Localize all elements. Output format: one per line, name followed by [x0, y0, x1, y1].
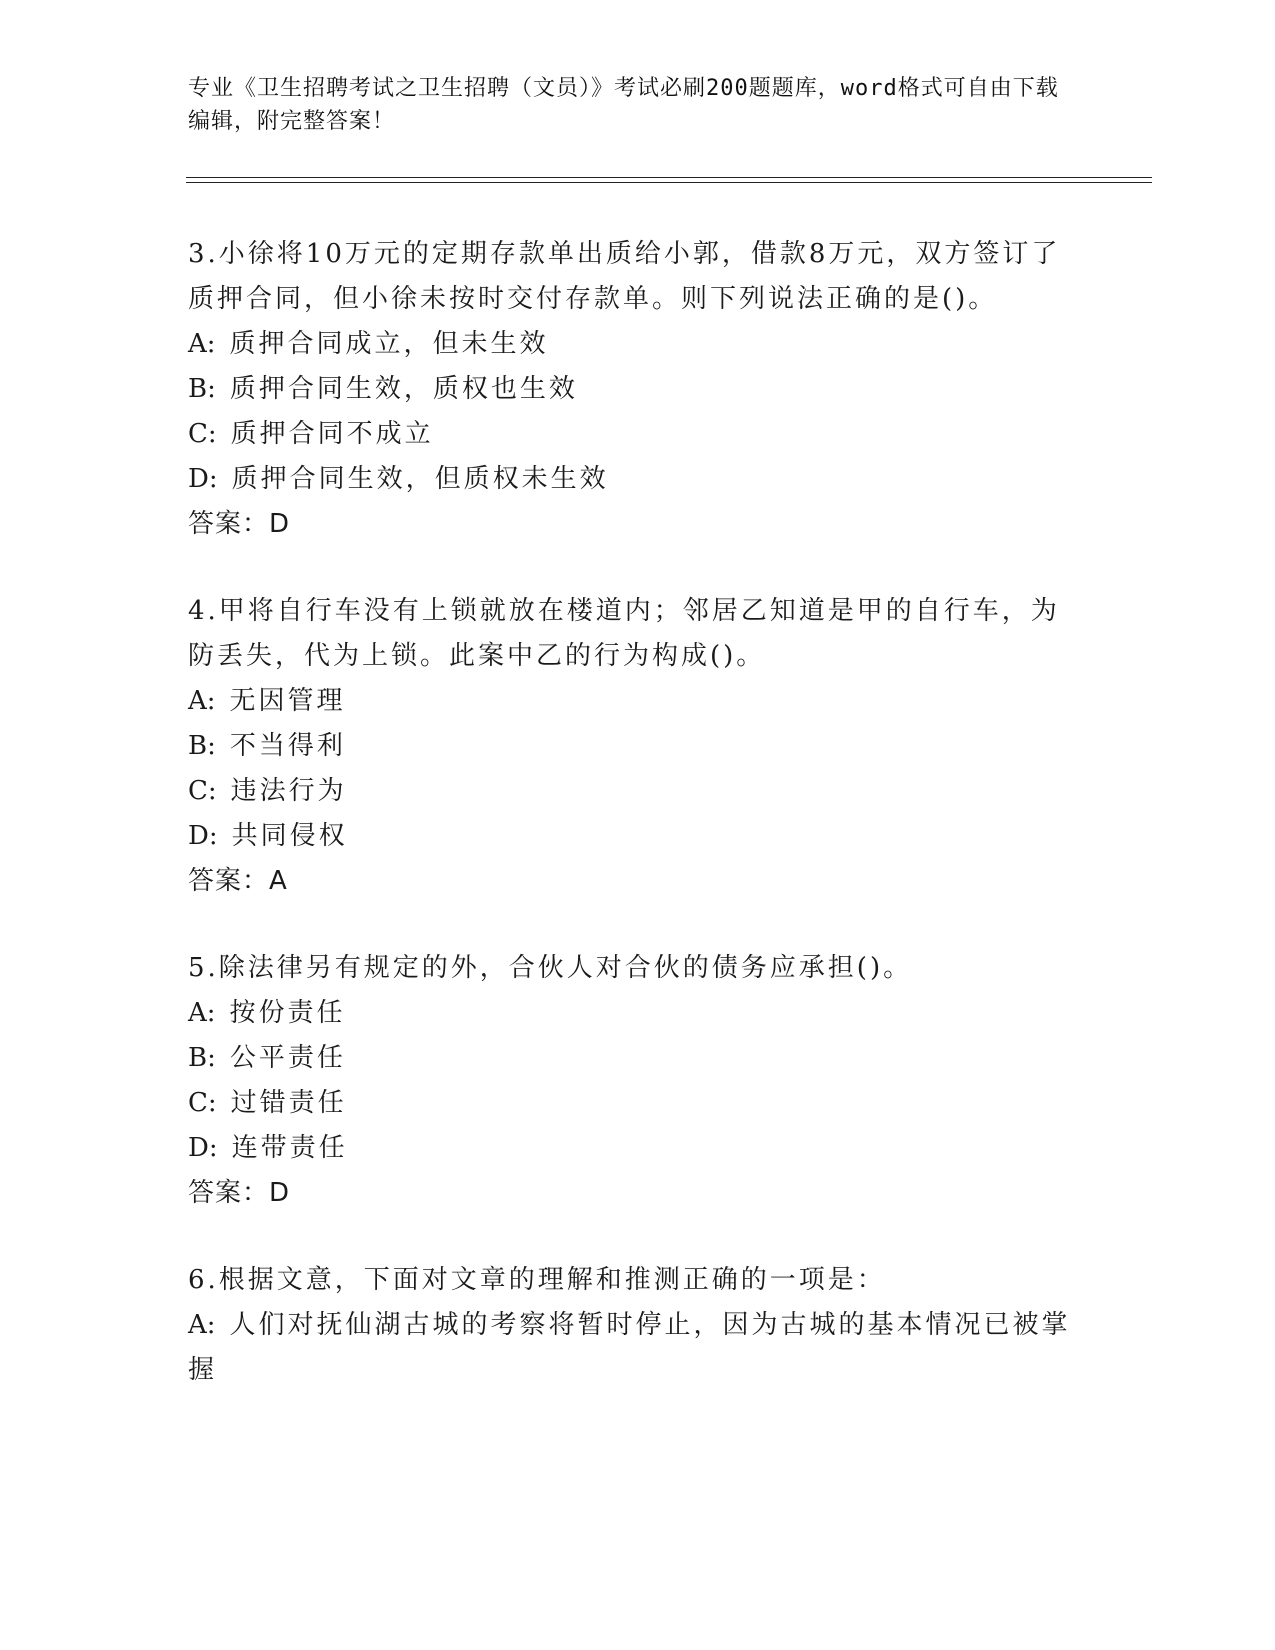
option-text: 违法行为 [230, 776, 347, 806]
question-6 [188, 1258, 1088, 1393]
option-key: C: [188, 419, 217, 449]
option-c [188, 412, 1088, 457]
option-key: B: [188, 374, 216, 404]
option-text: 质押合同生效，但质权未生效 [231, 464, 609, 494]
option-text: 按份责任 [229, 998, 346, 1028]
option-key: A: [188, 686, 216, 716]
option-key: A: [188, 998, 216, 1028]
option-text: 连带责任 [231, 1133, 348, 1163]
question-stem: 6.根据文意，下面对文章的理解和推测正确的一项是： [188, 1265, 886, 1295]
header-divider [186, 177, 1152, 183]
option-key: D: [188, 1133, 218, 1163]
option-c [188, 1081, 1088, 1126]
document-header: 专业《卫生招聘考试之卫生招聘（文员）》考试必刷200题题库，word格式可自由下载编辑，附完整答案！ [188, 76, 1059, 134]
option-text: 不当得利 [229, 731, 346, 761]
question-3 [188, 232, 1088, 547]
answer-line: 答案：D [188, 509, 291, 539]
option-a [188, 679, 1088, 724]
question-5 [188, 946, 1088, 1216]
answer-line: 答案：A [188, 866, 288, 896]
option-text: 无因管理 [229, 686, 346, 716]
option-text: 质押合同成立，但未生效 [229, 329, 549, 359]
question-4 [188, 589, 1088, 904]
option-key: A: [188, 329, 216, 359]
option-key: D: [188, 464, 218, 494]
option-b [188, 724, 1088, 769]
option-key: B: [188, 1043, 216, 1073]
option-b [188, 1036, 1088, 1081]
option-text: 过错责任 [230, 1088, 347, 1118]
option-text: 质押合同生效，质权也生效 [229, 374, 578, 404]
question-stem: 4.甲将自行车没有上锁就放在楼道内；邻居乙知道是甲的自行车，为防丢失，代为上锁。此案中乙的行为构成()。 [188, 596, 1060, 671]
option-text: 人们对抚仙湖古城的考察将暂时停止，因为古城的基本情况已被掌握 [188, 1310, 1071, 1385]
option-c [188, 769, 1088, 814]
option-key: C: [188, 776, 217, 806]
option-text: 质押合同不成立 [230, 419, 434, 449]
question-list [188, 232, 1088, 1435]
option-text: 共同侵权 [231, 821, 348, 851]
option-d [188, 457, 1088, 502]
option-a [188, 1303, 1088, 1393]
option-d [188, 1126, 1088, 1171]
option-a [188, 322, 1088, 367]
answer-line: 答案：D [188, 1178, 291, 1208]
option-b [188, 367, 1088, 412]
option-key: A: [188, 1310, 216, 1340]
option-key: B: [188, 731, 216, 761]
option-a [188, 991, 1088, 1036]
question-stem: 5.除法律另有规定的外，合伙人对合伙的债务应承担()。 [188, 953, 913, 983]
question-stem: 3.小徐将10万元的定期存款单出质给小郭，借款8万元，双方签订了质押合同，但小徐未按时交付存款单。则下列说法正确的是()。 [188, 239, 1061, 314]
option-key: C: [188, 1088, 217, 1118]
option-d [188, 814, 1088, 859]
option-key: D: [188, 821, 218, 851]
option-text: 公平责任 [229, 1043, 346, 1073]
